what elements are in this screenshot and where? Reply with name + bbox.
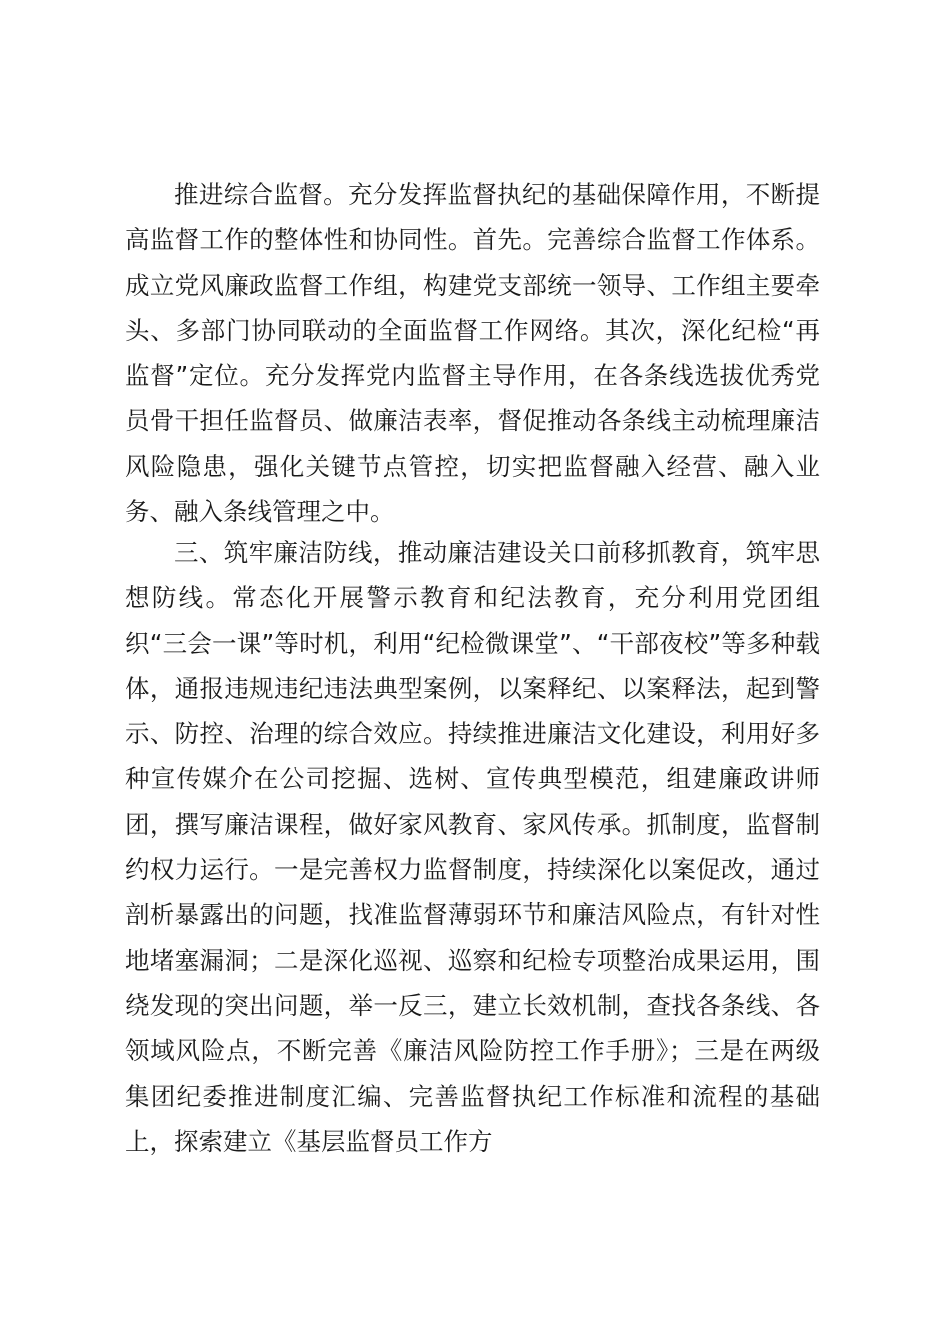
paragraph-integrity-defense: 三、筑牢廉洁防线，推动廉洁建设关口前移抓教育，筑牢思想防线。常态化开展警示教育和纪法教育，充分利用党团组织“三会一课”等时机，利用“纪检微课堂”、“干部夜校”等多种载体，通报违规违纪违法典型案例，以案释纪、以案释法，起到警示、防控、治理的综合效应。持续推进廉洁文化建设，利用好多种宣传媒介在公司挖掘、选树、宣传典型模范，组建廉政讲师团，撰写廉洁课程，做好家风教育、家风传承。抓制度，监督制约权力运行。一是完善权力监督制度，持续深化以案促改，通过剖析暴露出的问题，找准监督薄弱环节和廉洁风险点，有针对性地堵塞漏洞；二是深化巡视、巡察和纪检专项整治成果运用，围绕发现的突出问题，举一反三，建立长效机制，查找各条线、各领域风险点，不断完善《廉洁风险防控工作手册》；三是在两级集团纪委推进制度汇编、完善监督执纪工作标准和流程的基础上，探索建立《基层监督员工作方 bbox=[125, 538, 820, 1156]
paragraph-comprehensive-supervision: 推进综合监督。充分发挥监督执纪的基础保障作用，不断提高监督工作的整体性和协同性。首先。完善综合监督工作体系。成立党风廉政监督工作组，构建党支部统一领导、工作组主要牵头、多部门协同联动的全面监督工作网络。其次，深化纪检“再监督”定位。充分发挥党内监督主导作用，在各条线选拔优秀党员骨干担任监督员、做廉洁表率，督促推动各条线主动梳理廉洁风险隐患，强化关键节点管控，切实把监督融入经营、融入业务、融入条线管理之中。 bbox=[125, 180, 820, 527]
